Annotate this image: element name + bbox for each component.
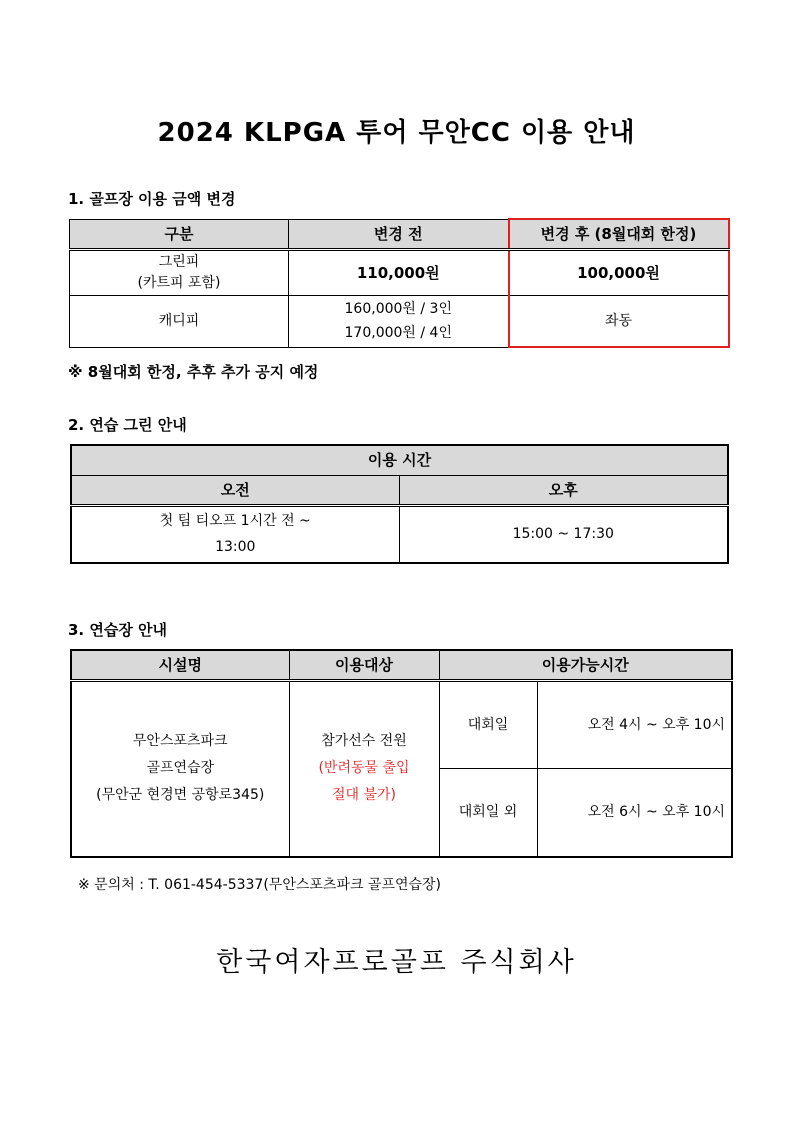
greenfee-label-line1: 그린피 (158, 253, 200, 270)
header-am: 오전 (71, 475, 399, 505)
day-non-tournament: 대회일 외 (439, 768, 537, 857)
am-time (71, 505, 399, 563)
header-pm: 오후 (399, 475, 728, 505)
header-after: 변경 후 (8월대회 한정) (509, 219, 729, 249)
section2-heading: 2. 연습 그린 안내 (68, 416, 187, 434)
header-facility: 시설명 (71, 650, 289, 680)
facility-address: (무안군 현경면 공항로345) (96, 787, 265, 804)
time-non-tournament: 오전 6시 ~ 오후 10시 (537, 768, 732, 857)
greenfee-label-line2: (카트피 포함) (137, 274, 221, 291)
greenfee-after: 100,000원 (509, 249, 729, 295)
caddie-before-line2: 170,000원 / 4인 (344, 325, 452, 341)
header-available-time: 이용가능시간 (439, 650, 732, 680)
facility-line2: 골프연습장 (146, 760, 215, 777)
target-line1: 참가선수 전원 (321, 733, 407, 750)
caddie-before (289, 295, 509, 347)
header-usage-time: 이용 시간 (71, 445, 728, 475)
section1-heading: 1. 골프장 이용 금액 변경 (68, 190, 236, 208)
header-category: 구분 (70, 219, 289, 249)
header-target: 이용대상 (289, 650, 439, 680)
header-before: 변경 전 (289, 219, 509, 249)
practice-green-table (70, 444, 729, 564)
price-table (69, 218, 730, 348)
section1-note: ※ 8월대회 한정, 추후 추가 공지 예정 (68, 363, 319, 381)
am-time-line2: 13:00 (215, 539, 256, 556)
target-users (289, 680, 439, 857)
caddie-before-line1: 160,000원 / 3인 (344, 301, 452, 317)
facility-name (71, 680, 289, 857)
caddie-label: 캐디피 (70, 295, 289, 347)
section3-heading: 3. 연습장 안내 (68, 621, 168, 639)
target-line3: 절대 불가) (331, 787, 396, 804)
target-line2: (반려동물 출입 (318, 760, 410, 777)
facility-line1: 무안스포츠파크 (132, 733, 228, 750)
caddie-after: 좌동 (509, 295, 729, 347)
greenfee-before: 110,000원 (289, 249, 509, 295)
page-title: 2024 KLPGA 투어 무안CC 이용 안내 (157, 118, 636, 148)
am-time-line1: 첫 팀 티오프 1시간 전 ~ (159, 513, 311, 530)
pm-time: 15:00 ~ 17:30 (399, 505, 728, 563)
company-name: 한국여자프로골프 주식회사 (216, 947, 577, 978)
driving-range-table (70, 649, 733, 858)
time-tournament: 오전 4시 ~ 오후 10시 (537, 680, 732, 768)
contact-note: ※ 문의처 : T. 061-454-5337(무안스포츠파크 골프연습장) (78, 877, 441, 893)
day-tournament: 대회일 (439, 680, 537, 768)
greenfee-label (70, 249, 289, 295)
